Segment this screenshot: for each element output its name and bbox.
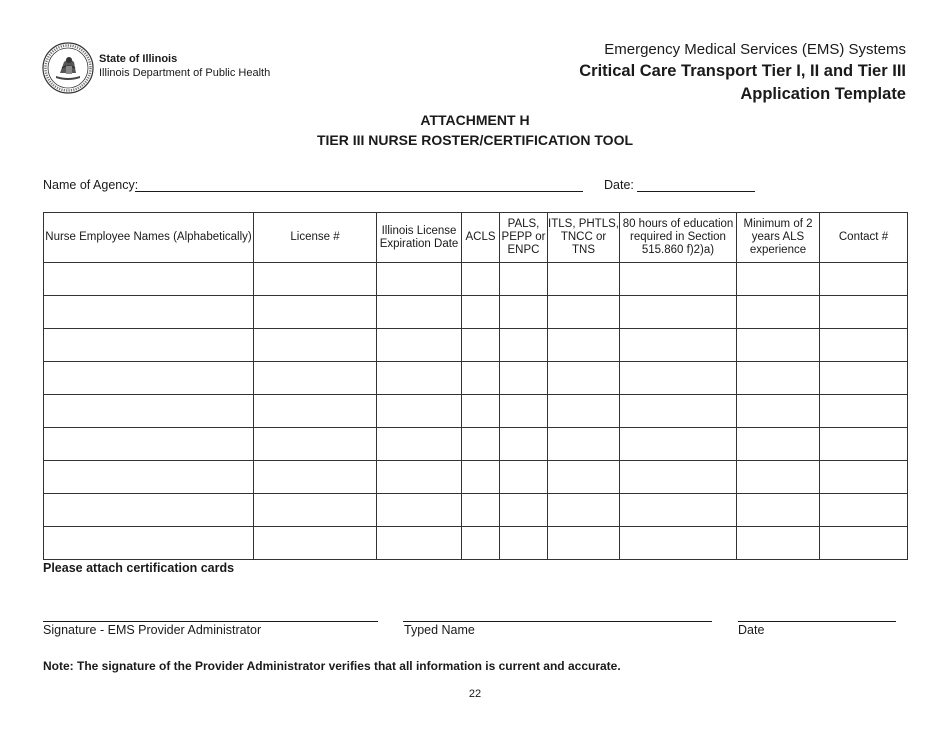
table-cell[interactable]	[737, 428, 820, 461]
table-cell[interactable]	[500, 395, 548, 428]
col-license-expiration: Illinois License Expiration Date	[377, 213, 462, 263]
table-cell[interactable]	[462, 494, 500, 527]
table-cell[interactable]	[44, 362, 254, 395]
table-cell[interactable]	[44, 494, 254, 527]
table-cell[interactable]	[620, 362, 737, 395]
table-row	[44, 362, 908, 395]
table-cell[interactable]	[737, 527, 820, 560]
system-name: Emergency Medical Services (EMS) Systems	[604, 41, 906, 58]
table-row	[44, 263, 908, 296]
table-cell[interactable]	[377, 527, 462, 560]
nurse-roster-table	[43, 212, 908, 560]
table-cell[interactable]	[44, 263, 254, 296]
signature-label: Signature - EMS Provider Administrator	[43, 623, 262, 637]
table-cell[interactable]	[500, 461, 548, 494]
table-cell[interactable]	[254, 296, 377, 329]
table-cell[interactable]	[548, 428, 620, 461]
col-nurse-names: Nurse Employee Names (Alphabetically)	[44, 213, 254, 263]
agency-field[interactable]	[135, 191, 583, 192]
date-field[interactable]	[637, 191, 755, 192]
table-cell[interactable]	[620, 428, 737, 461]
table-cell[interactable]	[737, 362, 820, 395]
table-cell[interactable]	[254, 527, 377, 560]
table-cell[interactable]	[620, 494, 737, 527]
table-cell[interactable]	[548, 395, 620, 428]
org-block	[99, 52, 270, 80]
table-cell[interactable]	[548, 527, 620, 560]
document-title-line2: Application Template	[740, 85, 906, 103]
document-header	[579, 40, 906, 106]
table-cell[interactable]	[500, 362, 548, 395]
table-cell[interactable]	[44, 527, 254, 560]
verification-note: Note: The signature of the Provider Administrator verifies that all information is current and accurate.	[43, 659, 621, 673]
table-cell[interactable]	[737, 395, 820, 428]
table-cell[interactable]	[462, 263, 500, 296]
table-cell[interactable]	[500, 428, 548, 461]
table-cell[interactable]	[548, 263, 620, 296]
table-cell[interactable]	[548, 296, 620, 329]
table-cell[interactable]	[820, 395, 908, 428]
table-cell[interactable]	[377, 296, 462, 329]
table-cell[interactable]	[254, 461, 377, 494]
col-license: License #	[254, 213, 377, 263]
table-cell[interactable]	[377, 263, 462, 296]
table-cell[interactable]	[462, 329, 500, 362]
table-row	[44, 296, 908, 329]
table-cell[interactable]	[377, 461, 462, 494]
attach-cards-note: Please attach certification cards	[43, 561, 235, 575]
table-cell[interactable]	[620, 329, 737, 362]
attachment-title: ATTACHMENT H	[420, 112, 530, 128]
table-cell[interactable]	[462, 527, 500, 560]
table-row	[44, 494, 908, 527]
signature-date-field[interactable]	[738, 621, 896, 622]
table-cell[interactable]	[462, 362, 500, 395]
table-cell[interactable]	[500, 296, 548, 329]
signature-field[interactable]	[43, 621, 378, 622]
table-header-row	[44, 213, 908, 263]
table-cell[interactable]	[254, 362, 377, 395]
table-cell[interactable]	[462, 461, 500, 494]
agency-label: Name of Agency:	[43, 178, 139, 192]
table-row	[44, 428, 908, 461]
table-cell[interactable]	[620, 296, 737, 329]
table-row	[44, 329, 908, 362]
col-pals: PALS, PEPP or ENPC	[500, 213, 548, 263]
org-department: Illinois Department of Public Health	[99, 67, 271, 79]
table-cell[interactable]	[548, 494, 620, 527]
table-cell[interactable]	[820, 263, 908, 296]
table-cell[interactable]	[44, 428, 254, 461]
table-cell[interactable]	[377, 494, 462, 527]
col-education-hours: 80 hours of education required in Section 515.860 f)2)a)	[620, 213, 737, 263]
table-cell[interactable]	[737, 329, 820, 362]
table-cell[interactable]	[820, 296, 908, 329]
table-cell[interactable]	[462, 296, 500, 329]
table-cell[interactable]	[548, 329, 620, 362]
table-cell[interactable]	[254, 329, 377, 362]
col-acls: ACLS	[462, 213, 500, 263]
table-cell[interactable]	[548, 362, 620, 395]
table-cell[interactable]	[462, 428, 500, 461]
attachment-subtitle: TIER III NURSE ROSTER/CERTIFICATION TOOL	[316, 132, 634, 148]
table-cell[interactable]	[44, 329, 254, 362]
table-cell[interactable]	[737, 263, 820, 296]
table-cell[interactable]	[254, 494, 377, 527]
date-label: Date:	[604, 178, 634, 192]
table-cell[interactable]	[620, 263, 737, 296]
col-als-experience: Minimum of 2 years ALS experience	[737, 213, 820, 263]
table-cell[interactable]	[820, 461, 908, 494]
signature-date-label: Date	[738, 623, 765, 637]
table-cell[interactable]	[820, 362, 908, 395]
table-cell[interactable]	[548, 461, 620, 494]
table-cell[interactable]	[44, 296, 254, 329]
page-number: 22	[468, 688, 482, 700]
table-cell[interactable]	[737, 461, 820, 494]
table-cell[interactable]	[620, 461, 737, 494]
table-cell[interactable]	[820, 494, 908, 527]
table-cell[interactable]	[820, 428, 908, 461]
attachment-heading	[0, 110, 950, 150]
table-cell[interactable]	[377, 428, 462, 461]
table-cell[interactable]	[820, 527, 908, 560]
table-cell[interactable]	[737, 494, 820, 527]
table-cell[interactable]	[254, 395, 377, 428]
table-row	[44, 527, 908, 560]
table-cell[interactable]	[254, 263, 377, 296]
table-row	[44, 395, 908, 428]
org-state: State of Illinois	[99, 53, 178, 65]
col-contact: Contact #	[820, 213, 908, 263]
table-cell[interactable]	[620, 395, 737, 428]
table-cell[interactable]	[737, 296, 820, 329]
col-itls: ITLS, PHTLS, TNCC or TNS	[548, 213, 620, 263]
typed-name-field[interactable]	[403, 621, 712, 622]
table-cell[interactable]	[254, 428, 377, 461]
table-row	[44, 461, 908, 494]
table-cell[interactable]	[500, 329, 548, 362]
table-cell[interactable]	[620, 527, 737, 560]
table-cell[interactable]	[462, 395, 500, 428]
table-cell[interactable]	[377, 362, 462, 395]
table-cell[interactable]	[44, 461, 254, 494]
table-cell[interactable]	[820, 329, 908, 362]
table-cell[interactable]	[500, 263, 548, 296]
table-cell[interactable]	[377, 395, 462, 428]
table-cell[interactable]	[500, 494, 548, 527]
table-cell[interactable]	[500, 527, 548, 560]
table-cell[interactable]	[44, 395, 254, 428]
table-cell[interactable]	[377, 329, 462, 362]
illinois-state-seal-icon	[42, 42, 94, 94]
document-title-line1: Critical Care Transport Tier I, II and Tier III	[579, 62, 906, 80]
typed-name-label: Typed Name	[404, 623, 475, 637]
